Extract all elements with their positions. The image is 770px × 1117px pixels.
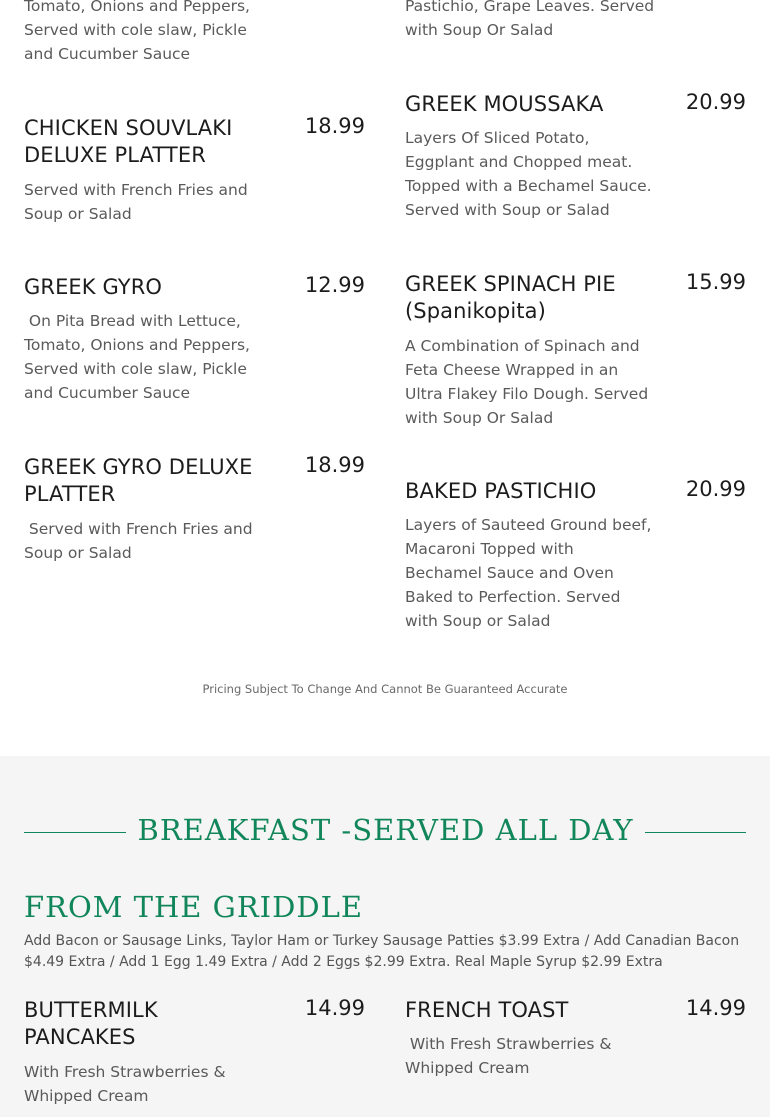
- addons-note: Add Bacon or Sausage Links, Taylor Ham or Turkey Sausage Patties $3.99 Extra / Add Canadian Bacon $4.49 Extra / Add 1 Egg 1.49 Extra / Add 2 Eggs $2.99 Extra. Real Maple Syrup $2.99 Extra: [24, 933, 740, 970]
- item-price: 20.99: [685, 90, 746, 114]
- item-name-french-toast: FRENCH TOAST: [405, 998, 569, 1022]
- item-description: Served with French Fries and Soup or Salad: [24, 181, 248, 223]
- item-name-greek-spinach-pie: GREEK SPINACH PIE (Spanikopita): [405, 272, 616, 323]
- item-description: With Fresh Strawberries & Whipped Cream: [405, 1035, 612, 1077]
- item-name-greek-gyro: GREEK GYRO: [24, 275, 163, 299]
- item-description: A Combination of Spinach and Feta Cheese Wrapped in an Ultra Flakey Filo Dough. Served with Soup Or Salad: [405, 337, 649, 427]
- item-price: 20.99: [685, 477, 746, 501]
- item-description: On Pita Bread with Lettuce, Tomato, Onions and Peppers, Served with cole slaw, Pickle and Cucumber Sauce: [24, 312, 250, 402]
- item-price: 18.99: [304, 453, 365, 477]
- item-name-buttermilk-pancakes: BUTTERMILK PANCAKES: [24, 998, 158, 1049]
- item-description-partial: Tomato, Onions and Peppers, Served with cole slaw, Pickle and Cucumber Sauce: [24, 0, 250, 63]
- pricing-disclaimer: Pricing Subject To Change And Cannot Be Guaranteed Accurate: [202, 682, 568, 696]
- item-description: Layers of Sauteed Ground beef, Macaroni Topped with Bechamel Sauce and Oven Baked to Perfection. Served with Soup or Salad: [405, 516, 652, 630]
- item-description: Served with French Fries and Soup or Salad: [24, 520, 253, 562]
- item-price: 14.99: [304, 996, 365, 1020]
- subsection-title: FROM THE GRIDDLE: [24, 890, 364, 924]
- item-price: 12.99: [304, 273, 365, 297]
- item-name-baked-pastichio: BAKED PASTICHIO: [405, 479, 597, 503]
- item-price: 18.99: [304, 114, 365, 138]
- section-title: BREAKFAST -SERVED ALL DAY: [137, 813, 634, 847]
- item-name-greek-moussaka: GREEK MOUSSAKA: [405, 92, 604, 116]
- heading-rule-right: [645, 832, 746, 833]
- item-name-chicken-souvlaki-deluxe: CHICKEN SOUVLAKI DELUXE PLATTER: [24, 116, 233, 167]
- heading-rule-left: [24, 832, 126, 833]
- item-name-greek-gyro-deluxe: GREEK GYRO DELUXE PLATTER: [24, 455, 253, 506]
- item-description-partial: Pastichio, Grape Leaves. Served with Soup Or Salad: [405, 0, 655, 39]
- item-description: Layers Of Sliced Potato, Eggplant and Chopped meat. Topped with a Bechamel Sauce. Served with Soup or Salad: [405, 129, 652, 219]
- item-description: With Fresh Strawberries & Whipped Cream: [24, 1063, 226, 1105]
- item-price: 14.99: [685, 996, 746, 1020]
- item-price: 15.99: [685, 270, 746, 294]
